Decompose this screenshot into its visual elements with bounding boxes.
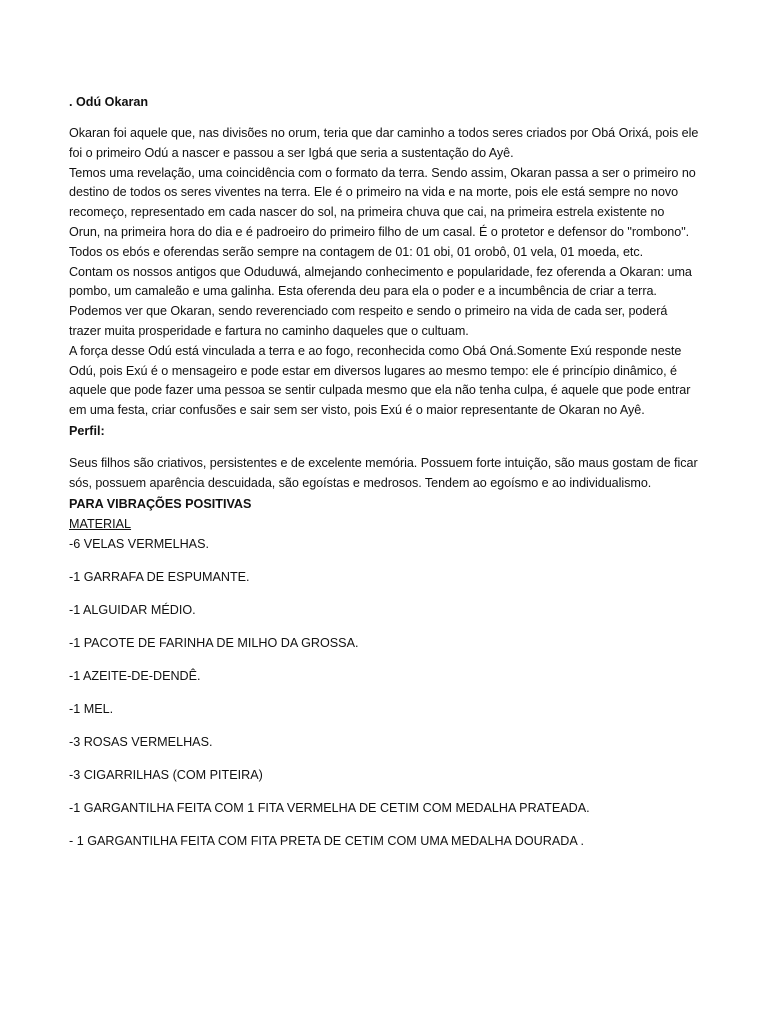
list-item: -6 VELAS VERMELHAS. <box>69 536 209 551</box>
material-list <box>69 534 699 851</box>
list-item: - 1 GARGANTILHA FEITA COM FITA PRETA DE CETIM COM UMA MEDALHA DOURADA . <box>69 833 585 848</box>
section-heading: PARA VIBRAÇÕES POSITIVAS <box>69 496 252 511</box>
material-heading: MATERIAL <box>69 516 132 531</box>
list-item: -1 PACOTE DE FARINHA DE MILHO DA GROSSA. <box>69 635 359 650</box>
perfil-heading: Perfil: <box>69 423 105 438</box>
list-item: -1 ALGUIDAR MÉDIO. <box>69 602 196 617</box>
perfil-text: Seus filhos são criativos, persistentes e de excelente memória. Possuem forte intuição, são maus gostam de ficar sós, possuem aparência descuidada, são egoístas e medrosos. Tendem ao egoísmo e ao individualismo. <box>69 455 698 490</box>
intro-text <box>69 124 699 421</box>
list-item: -1 GARGANTILHA FEITA COM 1 FITA VERMELHA DE CETIM COM MEDALHA PRATEADA. <box>69 800 590 815</box>
list-item: -3 CIGARRILHAS (COM PITEIRA) <box>69 767 263 782</box>
document-page <box>69 92 699 864</box>
list-item: -1 MEL. <box>69 701 114 716</box>
list-item: -1 AZEITE-DE-DENDÊ. <box>69 668 201 683</box>
intro-paragraph: Okaran foi aquele que, nas divisões no orum, teria que dar caminho a todos seres criados por Obá Orixá, pois ele foi o primeiro Odú a nascer e passou a ser Igbá que seria a sustentação do Ayê. <box>69 126 699 160</box>
intro-paragraph: A força desse Odú está vinculada a terra e ao fogo, reconhecida como Obá Oná.Somente Exú responde neste Odú, pois Exú é o mensageiro e pode estar em diversos lugares ao mesmo tempo: ele é princípio dinâmico, é aquele que pode fazer uma pessoa se sentir culpada mesmo que ela não tenha culpa, é aquele que pode entrar em uma festa, criar confusões e sair sem ser visto, pois Exú é o maior representante de Okaran no Ayê. <box>69 343 691 418</box>
document-title: . Odú Okaran <box>69 95 149 109</box>
intro-paragraph: Contam os nossos antigos que Oduduwá, almejando conhecimento e popularidade, fez oferenda a Okaran: uma pombo, um camaleão e uma galinha. Esta oferenda deu para ela o poder e a incumbência de criar a terra. <box>69 264 692 299</box>
intro-paragraph: Podemos ver que Okaran, sendo reverenciado com respeito e sendo o primeiro na vida de cada ser, poderá trazer muita prosperidade e fartura no caminho daqueles que o cultuam. <box>69 304 668 338</box>
list-item: -3 ROSAS VERMELHAS. <box>69 734 213 749</box>
list-item: -1 GARRAFA DE ESPUMANTE. <box>69 569 250 584</box>
intro-paragraph: Temos uma revelação, uma coincidência com o formato da terra. Sendo assim, Okaran passa a ser o primeiro no destino de todos os seres viventes na terra. Ele é o primeiro na vida e na morte, pois ele está sempre no novo recomeço, representado em cada nascer do sol, na primeira chuva que cai, na primeira estrela existente no Orun, na primeira hora do dia e é padroeiro do primeiro filho de um casal. É o protetor e defensor do "rombono". Todos os ebós e oferendas serão sempre na contagem de 01: 01 obi, 01 orobô, 01 vela, 01 moeda, etc. <box>69 165 696 259</box>
